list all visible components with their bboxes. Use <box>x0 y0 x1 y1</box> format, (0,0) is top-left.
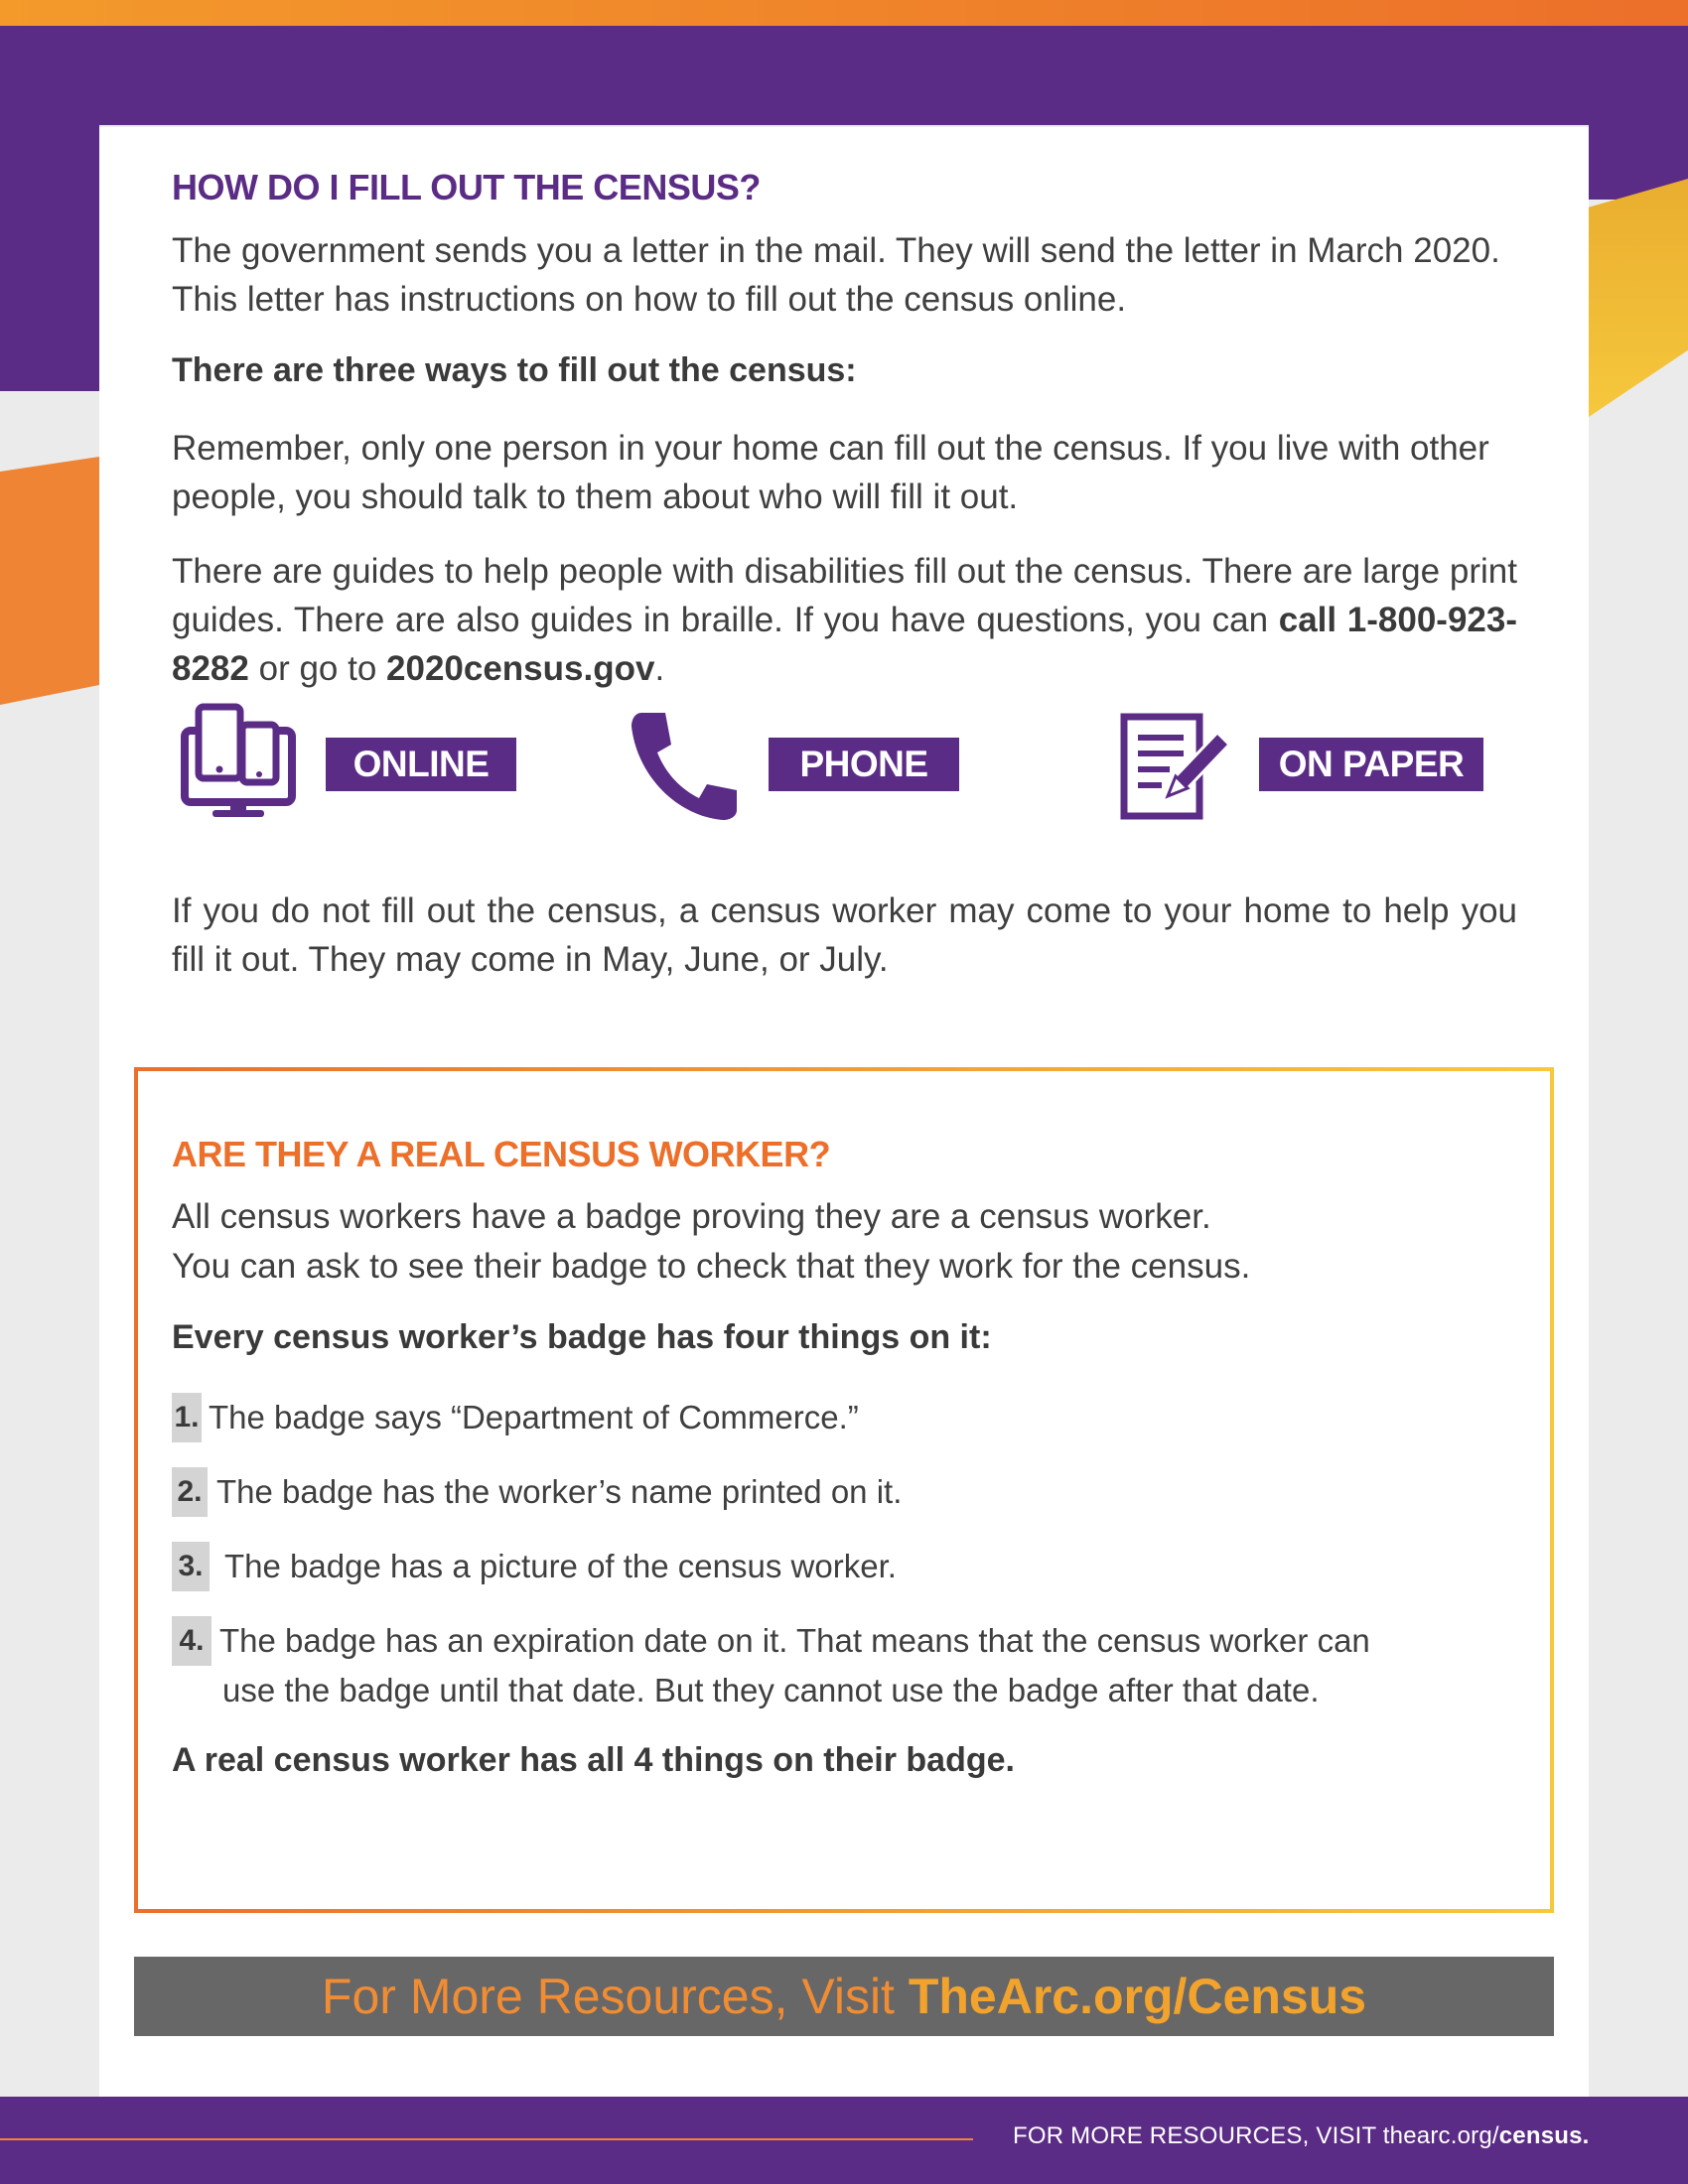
footer-resources <box>1013 2122 1589 2150</box>
phone-icon <box>628 711 739 822</box>
real-worker-closing: A real census worker has all 4 things on their badge. <box>172 1741 1015 1779</box>
method-phone-label: PHONE <box>769 738 959 791</box>
method-paper-label: ON PAPER <box>1259 738 1483 791</box>
list-item-continued: use the badge until that date. But they cannot use the badge after that date. <box>222 1672 1320 1708</box>
resources-link[interactable]: TheArc.org/Census <box>908 1969 1367 2024</box>
guides-text-mid: or go to <box>248 649 387 688</box>
census-worker-visit-paragraph: If you do not fill out the census, a census worker may come to your home to help you fill it out. They may come in May, June, or July. <box>172 891 1517 979</box>
census-website-link[interactable]: 2020census.gov <box>386 649 655 688</box>
worker-section-title: ARE THEY A REAL CENSUS WORKER? <box>172 1134 831 1174</box>
one-person-paragraph: Remember, only one person in your home can fill out the census. If you live with other people, you should talk to them about who will fill it out. <box>172 429 1489 516</box>
list-number: 1. <box>172 1393 202 1442</box>
guides-text-end: . <box>654 649 665 688</box>
letter-paragraph: The government sends you a letter in the mail. They will send the letter in March 2020. This letter has instructions on how to fill out the census online. <box>172 231 1500 319</box>
three-ways-heading: There are three ways to fill out the census: <box>172 351 857 389</box>
resources-prefix: For More Resources, Visit <box>321 1969 909 2024</box>
list-item: The badge has the worker’s name printed on it. <box>216 1473 903 1510</box>
footer-census-link[interactable]: census. <box>1498 2122 1590 2149</box>
left-purple-decoration <box>0 125 99 391</box>
list-number: 2. <box>172 1467 208 1517</box>
paper-form-icon <box>1120 711 1231 822</box>
top-orange-stripe <box>0 0 1688 26</box>
badge-proof-line: All census workers have a badge proving they are a census worker. <box>172 1197 1211 1236</box>
guides-text: There are guides to help people with disabilities fill out the census. There are large print guides. There are also guides in braille. If you have questions, you can <box>172 552 1517 639</box>
bottom-orange-line <box>0 2138 973 2140</box>
list-number: 4. <box>172 1616 211 1666</box>
guides-paragraph <box>172 547 1517 693</box>
resources-banner <box>134 1957 1554 2036</box>
devices-icon <box>181 703 296 820</box>
list-item: The badge has an expiration date on it. That means that the census worker can <box>219 1622 1370 1659</box>
top-purple-band <box>0 26 1688 125</box>
footer-prefix: FOR MORE RESOURCES, VISIT thearc.org/ <box>1013 2122 1499 2149</box>
ask-badge-line: You can ask to see their badge to check that they work for the census. <box>172 1247 1251 1286</box>
method-online-label: ONLINE <box>326 738 516 791</box>
list-item: The badge says “Department of Commerce.” <box>209 1399 859 1435</box>
list-item: The badge has a picture of the census worker. <box>224 1548 897 1584</box>
census-section-title: HOW DO I FILL OUT THE CENSUS? <box>172 167 761 207</box>
phone-number[interactable]: call 1-800-923-8282 <box>172 601 1517 688</box>
badge-four-things-heading: Every census worker’s badge has four things on it: <box>172 1318 992 1356</box>
left-orange-decoration <box>0 457 99 705</box>
list-number: 3. <box>172 1542 210 1591</box>
right-gold-decoration <box>1589 179 1688 417</box>
